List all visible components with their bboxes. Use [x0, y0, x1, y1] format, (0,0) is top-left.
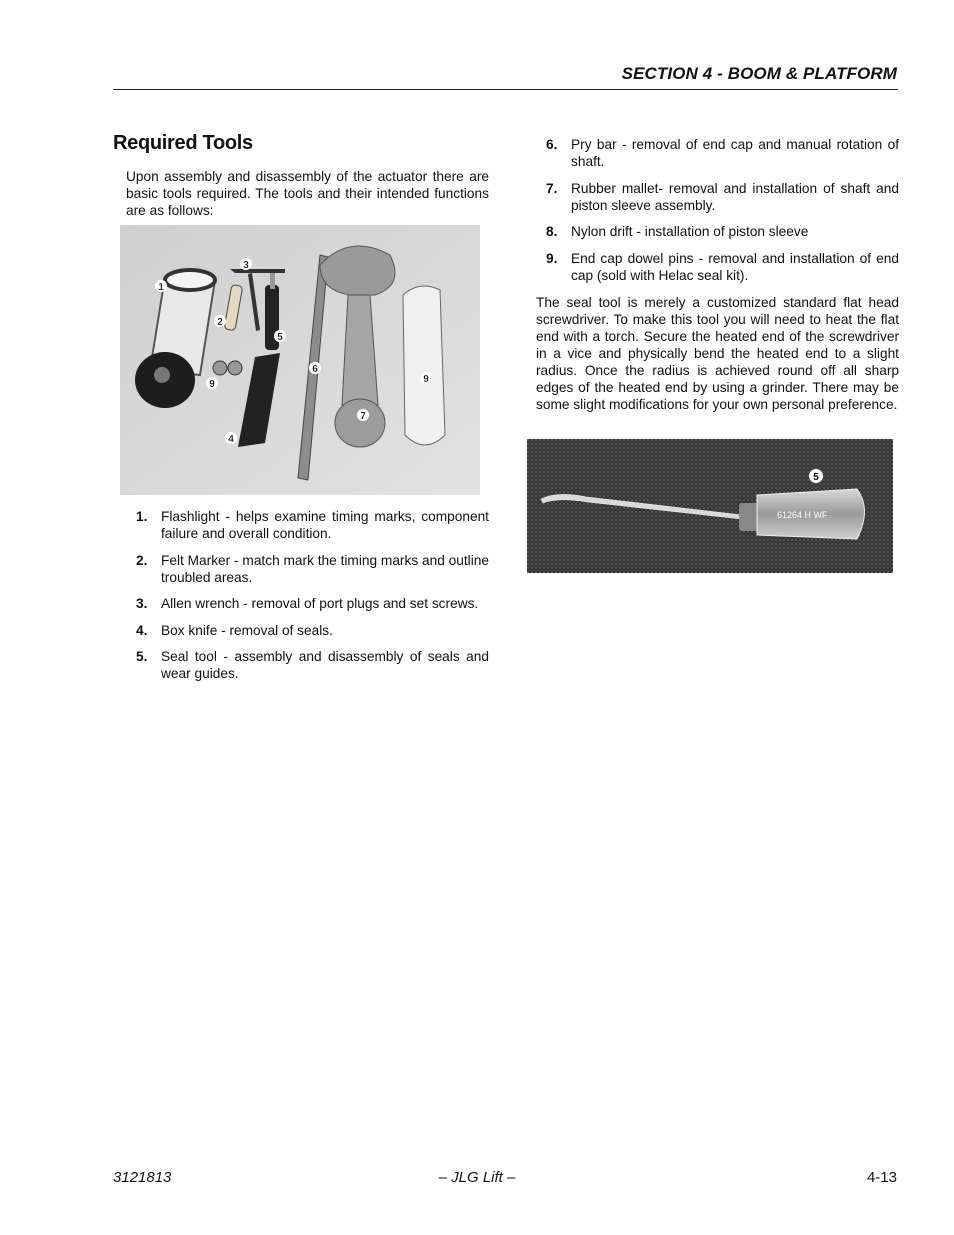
callout-6: 6 [312, 364, 318, 375]
page-title: Required Tools [113, 132, 253, 154]
intro-paragraph: Upon assembly and disassembly of the actuator there are basic tools required. The tools and their intended functions are as follows: [126, 169, 489, 218]
page-number: 4-13 [866, 1169, 897, 1186]
tools-list-right [536, 136, 899, 293]
callout-4: 4 [228, 434, 234, 445]
handle-marking: 61264 H WF [777, 510, 828, 520]
list-item: 4. Box knife - removal of seals. [136, 622, 333, 638]
publisher: – JLG Lift – [438, 1169, 516, 1186]
screwdriver-illustration [527, 439, 893, 573]
list-item: 8. Nylon drift - installation of piston sleeve [546, 224, 809, 239]
section-header: SECTION 4 - BOOM & PLATFORM [621, 64, 897, 83]
list-item: 5. Seal tool - assembly and disassembly of seals and wear guides. [136, 649, 489, 681]
tools-photo [120, 225, 480, 495]
callout-5: 5 [813, 472, 819, 483]
callout-1: 1 [158, 282, 164, 293]
tools-list-left [126, 508, 489, 692]
doc-number: 3121813 [113, 1169, 172, 1186]
callout-7: 7 [360, 411, 366, 422]
header-rule [113, 89, 898, 90]
callout-9b: 9 [423, 374, 429, 385]
callout-9a: 9 [209, 379, 215, 390]
screwdriver-photo [527, 439, 893, 573]
list-item: 6. Pry bar - removal of end cap and manual rotation of shaft. [546, 137, 899, 169]
list-item: 9. End cap dowel pins - removal and installation of end cap (sold with Helac seal kit). [546, 250, 899, 283]
list-item: 7. Rubber mallet- removal and installation of shaft and piston sleeve assembly. [546, 180, 899, 213]
callout-3: 3 [243, 260, 249, 271]
list-item: 1. Flashlight - helps examine timing marks, component failure and overall condition. [136, 509, 489, 541]
callout-5: 5 [277, 332, 283, 343]
list-item: 3. Allen wrench - removal of port plugs and set screws. [136, 596, 479, 611]
callout-2: 2 [217, 317, 223, 328]
tools-illustration [120, 225, 480, 495]
list-item: 2. Felt Marker - match mark the timing marks and outline troubled areas. [136, 552, 489, 585]
seal-tool-paragraph: The seal tool is merely a customized standard flat head screwdriver. To make this tool you will need to heat the flat end with a torch. Secure the heated end of the screwdriver in a vice and physically bend the heated end to a slight radius. Once the radius is achieved round off all sharp edges of the heated end by using a grinder. There may be some slight modifications for your own personal preference. [536, 295, 899, 412]
